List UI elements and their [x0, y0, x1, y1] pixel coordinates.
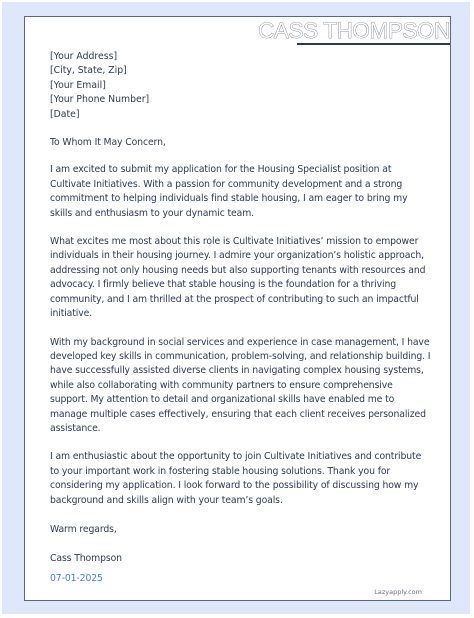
watermark-text: Lazyapply.com: [374, 588, 422, 596]
paragraph-closing: I am enthusiastic about the opportunity to join Cultivate Initiatives and contribute to your important work in fostering stable housing solutions. Thank you for considering my application. I look forward to the possibility of discussing how my background and skills align with your team’s goals.: [50, 451, 422, 506]
letter-date: 07-01-2025: [50, 572, 103, 584]
address-line: [Your Address]: [50, 51, 118, 62]
heading-underline: [297, 43, 450, 45]
paragraph-experience: With my background in social services and experience in case management, I have developed key skills in communication, problem-solving, and relationship building. I have successfully assisted diverse clients in navigating complex housing systems, while also collaborating with community partners to ensure comprehensive support. My attention to detail and organizational skills have enabled me to manage multiple cases effectively, ensuring that each client receives personalized assistance.: [50, 336, 431, 434]
signature-name: Cass Thompson: [50, 553, 122, 565]
paragraph-intro: I am excited to submit my application for the Housing Specialist position at Cultivate Initiatives. With a passion for community development and a strong commitment to helping individuals find stable housing, I am eager to bring my skills and enthusiasm to your dynamic team.: [50, 164, 408, 219]
email-line: [Your Email]: [50, 79, 106, 91]
date-placeholder-line: [Date]: [50, 108, 80, 120]
city-state-zip-line: [City, State, Zip]: [50, 65, 127, 77]
greeting: To Whom It May Concern,: [50, 137, 166, 149]
closing-salutation: Warm regards,: [50, 523, 117, 535]
phone-line: [Your Phone Number]: [50, 94, 150, 106]
paragraph-motivation: What excites me most about this role is Cultivate Initiatives’ mission to empower individuals in their housing journey. I admire your organization’s holistic approach, addressing not only housing needs but also supporting tenants with resources and advocacy. I firmly believe that stable housing is the foundation for a thriving community, and I am thrilled at the prospect of contributing to such an impactful initiative.: [50, 236, 426, 320]
address-block: [50, 50, 432, 122]
applicant-name-heading: CASS THOMPSON: [258, 18, 450, 43]
page-frame: [2, 2, 470, 614]
letter-page: [24, 16, 451, 601]
letter-body: [50, 50, 432, 586]
